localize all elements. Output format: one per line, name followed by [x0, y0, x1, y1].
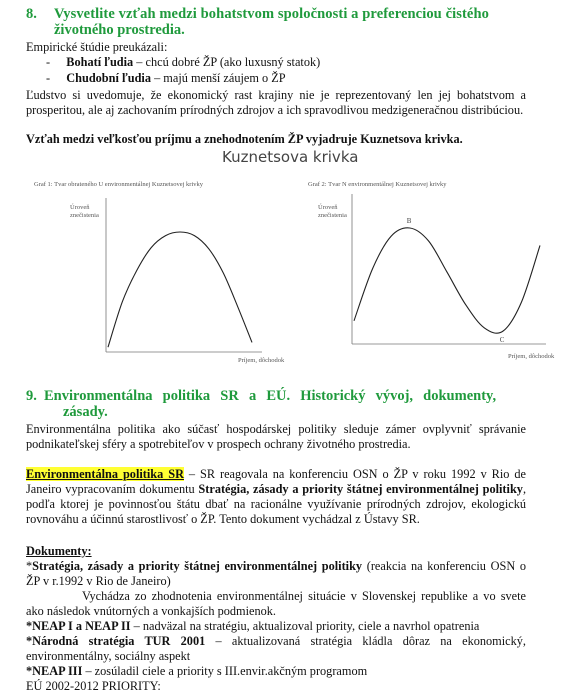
- q9-paragraph-intro: Environmentálna politika ako súčasť hospodárskej politiky sleduje zámer ovplyvniť správanie podnikateľskej sféry a spotrebiteľov v prospech ochrany životného prostredia.: [26, 422, 526, 451]
- chart-title: Graf 1: Tvar obrateného U environmentálnej Kuznetsovej krivky: [34, 181, 204, 188]
- chart-graf1: [26, 176, 296, 376]
- y-axis-label: Úroveň znečistenia: [318, 204, 347, 219]
- series-line: [354, 228, 540, 333]
- bullet-text: – chcú dobré ŽP (ako luxusný statok): [133, 55, 321, 69]
- doc-desc: – aktualizovaná stratégia kládla dôraz na ekonomický, environmentálny, sociálny aspekt: [26, 634, 526, 663]
- chart-title: Graf 2: Tvar N environmentálnej Kuznetsovej krivky: [308, 181, 447, 188]
- q8-number: 8.: [26, 6, 37, 22]
- x-axis-label: Príjem, dôchodok: [238, 357, 285, 364]
- doc-item: *Stratégia, zásady a priority štátnej environmentálnej politiky (reakcia na konferenciu OSN o ŽP v r.1992 v Rio de Janeiro): [26, 559, 526, 588]
- chart-graf2: [300, 176, 570, 376]
- doc-title: *NEAP III: [26, 664, 83, 678]
- doc-item: [26, 619, 546, 634]
- bullet-bold-term: Chudobní ľudia: [66, 71, 151, 85]
- q8-title-line2: životného prostredia.: [54, 22, 185, 38]
- bullet-text: – majú menší záujem o ŽP: [151, 71, 286, 85]
- q8-kuznets-sentence: Vzťah medzi veľkosťou príjmu a znehodnotením ŽP vyjadruje Kuznetsova krivka.: [26, 132, 463, 146]
- point-label: C: [499, 336, 505, 345]
- q9-title-line2: zásady.: [63, 404, 108, 420]
- list-item: [46, 71, 286, 86]
- q9-title-line1: Environmentálna politika SR a EÚ. Historický vývoj, dokumenty,: [44, 388, 497, 404]
- q9-paragraph-sr: [26, 467, 526, 527]
- chart-heading: Kuznetsova krivka: [222, 148, 359, 166]
- q8-paragraph: Ľudstvo si uvedomuje, že ekonomický rast krajiny nie je reprezentovaný len jej bohatstvom a prosperitou, ale aj zachovaním prírodných zdrojov a ich spravodlivou medzigeneračnou distribúciou.: [26, 88, 526, 117]
- series-line: [108, 232, 252, 347]
- doc-item: [26, 634, 526, 664]
- documents-heading: Dokumenty:: [26, 544, 92, 558]
- text-span: , podľa ktorej je povinnosťou štátu dbať na racionálne využívanie prírodných zdrojov, ekologickú rovnováhu a účinnú starostlivosť o ŽP. Tento dokument vychádzal z Ústavy SR.: [26, 482, 527, 526]
- doc-item: [26, 664, 546, 679]
- y-axis-label: Úroveň znečistenia: [70, 204, 99, 219]
- point-label: B: [406, 217, 412, 225]
- doc-title: *Národná stratégia TUR 2001: [26, 634, 206, 648]
- q8-intro: Empirické štúdie preukázali:: [26, 40, 168, 54]
- q9-number: 9.: [26, 388, 37, 404]
- bullet-dash: -: [46, 71, 51, 85]
- text-span: – SR reagovala na konferenciu OSN o ŽP v roku 1992 v Rio de Janeiro vypracovaním dokumentu: [26, 467, 526, 496]
- doc-desc: (reakcia na konferenciu OSN o ŽP v r.1992 v Rio de Janeiro): [26, 559, 526, 588]
- doc-desc: – nadväzal na stratégiu, aktualizoval priority, ciele a navrhol opatrenia: [130, 619, 480, 633]
- doc-item-partial: EÚ 2002-2012 PRIORITY:: [26, 679, 161, 693]
- document-name: Stratégia, zásady a priority štátnej environmentálnej politiky: [198, 482, 523, 496]
- list-item: [46, 55, 320, 70]
- bullet-dash: -: [46, 55, 51, 69]
- doc-title: *NEAP I a NEAP II: [26, 619, 131, 633]
- doc-title: Stratégia, zásady a priority štátnej environmentálnej politiky: [32, 559, 363, 573]
- doc-desc: – zosúladil ciele a priority s III.envir.akčným programom: [82, 664, 368, 678]
- highlighted-term: Environmentálna politika SR: [26, 467, 184, 481]
- x-axis-label: Príjem, dôchodok: [508, 353, 555, 360]
- doc-item-indent: Vychádza zo zhodnotenia environmentálnej situácie v Slovenskej republike a vo svete ako následok vnútorných a vonkajších podmienok.: [26, 589, 526, 618]
- bullet-bold-term: Bohatí ľudia: [66, 55, 134, 69]
- q8-title-line1: Vysvetlite vzťah medzi bohatstvom spoločnosti a preferenciou čistého: [54, 6, 489, 22]
